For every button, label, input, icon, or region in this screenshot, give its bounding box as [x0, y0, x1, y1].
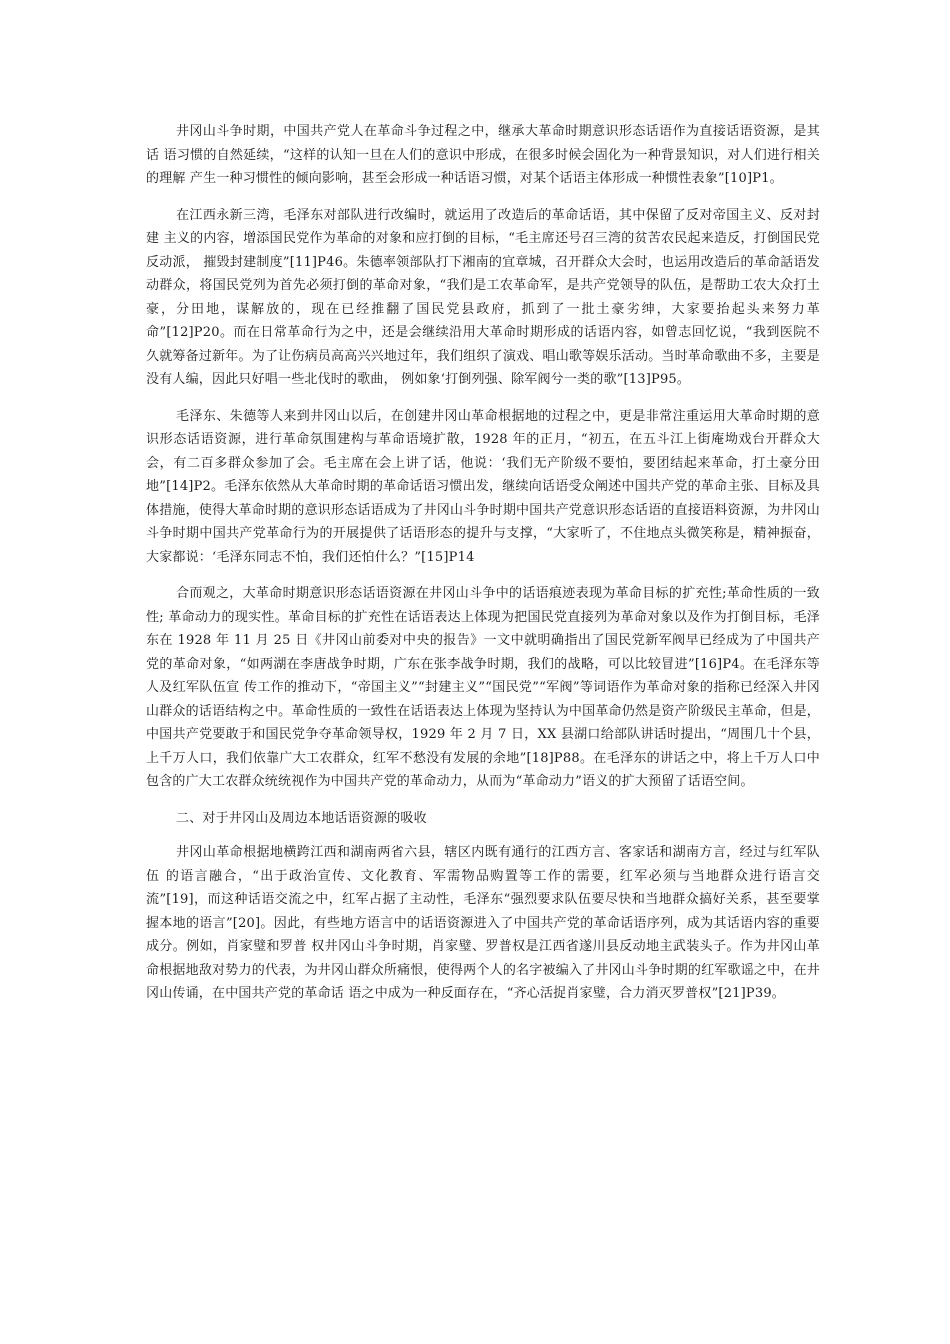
paragraph-4: 合而观之，大革命时期意识形态话语资源在井冈山斗争中的话语痕迹表现为革命目标的扩充性;革命性质的一致性; 革命动力的现实性。革命目标的扩充性在话语表达上体现为把国民党直接列为革命对象以及作为打倒目标，毛泽东在 1928 年 11 月 25 日《井冈山前委对中央的报告》一文中就明确指出了国民党新军阀早已经成为了中国共产党的革命对象，“如两湖在李唐战争时期，广东在张李战争时期，我们的战略，可以比较冒进”[16]P4。在毛泽东等人及红军队伍宣 传工作的推动下，“帝国主义”“封建主义”“国民党”“军阀”等词语作为革命对象的指称已经深入井冈山群众的话语结构之中。革命性质的一致性在话语表达上体现为坚持认为中国革命仍然是资产阶级民主革命，但是，中国共产党要敢于和国民党争夺革命领导权，1929 年 2 月 7 日，XX 县湖口给部队讲话时提出，“周围几十个县，上千万人口，我们依靠广大工农群众，红军不愁没有发展的余地”[18]P88。在毛泽东的讲话之中，将上千万人口中包含的广大工农群众统统视作为中国共产党的革命动力，从而为“革命动力”语义的扩大预留了话语空间。	[146, 586, 820, 789]
paragraph-1: 井冈山斗争时期，中国共产党人在革命斗争过程之中，继承大革命时期意识形态话语作为直接话语资源，是其话 语习惯的自然延续，“这样的认知一旦在人们的意识中形成，在很多时候会固化为一种背景知识，对人们进行相关的理解 产生一种习惯性的倾向影响，甚至会形成一种话语习惯，对某个话语主体形成一种惯性表象”[10]P1。	[146, 124, 820, 186]
paragraph-3: 毛泽东、朱德等人来到井冈山以后，在创建井冈山革命根据地的过程之中，更是非常注重运用大革命时期的意识形态话语资源，进行革命氛围建构与革命语境扩散，1928 年的正月，“初五，在五斗江上街庵坳戏台开群众大会，有二百多群众参加了会。毛主席在会上讲了话，他说：‘我们无产阶级不要怕，要团结起来革命，打土豪分田地”[14]P2。毛泽东依然从大革命时期的革命话语习惯出发，继续向话语受众阐述中国共产党的革命主张、目标及具体措施，使得大革命时期的意识形态话语成为了井冈山斗争时期中国共产党意识形态话语的直接语料资源，为井冈山斗争时期中国共产党革命行为的开展提供了话语形态的提升与支撑，“大家听了，不住地点头微笑称是，精神振奋，大家都说：‘毛泽东同志不怕，我们还怕什么？”[15]P14	[146, 408, 820, 565]
paragraph-5: 井冈山革命根据地横跨江西和湖南两省六县，辖区内既有通行的江西方言、客家话和湖南方言，经过与红军队伍 的语言融合，“出于政治宣传、文化教育、军需物品购置等工作的需要，红军必须与当地群众进行语言交流”[19]，而这种话语交流之中，红军占据了主动性，毛泽东“强烈要求队伍要尽快和当地群众搞好关系，甚至要掌握本地的语言”[20]。因此，有些地方语言中的话语资源进入了中国共产党的革命话语序列，成为其话语内容的重要成分。例如，肖家璧和罗普 权井冈山斗争时期，肖家璧、罗普权是江西省遂川县反动地主武装头子。作为井冈山革命根据地敌对势力的代表，为井冈山群众所痛恨，使得两个人的名字被编入了井冈山斗争时期的红军歌谣之中，在井冈山传诵，在中国共产党的革命话 语之中成为一种反面存在，“齐心活捉肖家璧，合力消灭罗普权”[21]P39。	[146, 845, 820, 1001]
paragraph-2: 在江西永新三湾，毛泽东对部队进行改编时，就运用了改造后的革命话语，其中保留了反对帝国主义、反对封建 主义的内容，增添国民党作为革命的对象和应打倒的目标，“毛主席还号召三湾的贫苦农民起来造反，打倒国民党反动派， 摧毁封建制度”[11]P46。朱德率领部队打下湘南的宜章城，召开群众大会时，也运用改造后的革命話语发动群众，将国民党列为首先必须打倒的革命对象，“我们是工农革命军，是共产党领导的队伍，是帮助工农大众打土豪，分田地，谋解放的，现在已经推翻了国民党县政府，抓到了一批土豪劣绅，大家要抬起头来努力革命”[12]P20。而在日常革命行为之中，还是会继续沿用大革命时期形成的话语内容，如曾志回忆说，“我到医院不久就筹备过新年。为了让伤病员高高兴兴地过年，我们组织了演戏、唱山歌等娱乐活动。当时革命歌曲不多，主要是没有人编，因此只好唱一些北伐时的歌曲， 例如象‘打倒列强、除军阀兮一类的歌”[13]P95。	[146, 207, 820, 387]
document-body	[146, 120, 820, 1019]
section-heading: 二、对于井冈山及周边本地话语资源的吸收	[176, 810, 427, 826]
